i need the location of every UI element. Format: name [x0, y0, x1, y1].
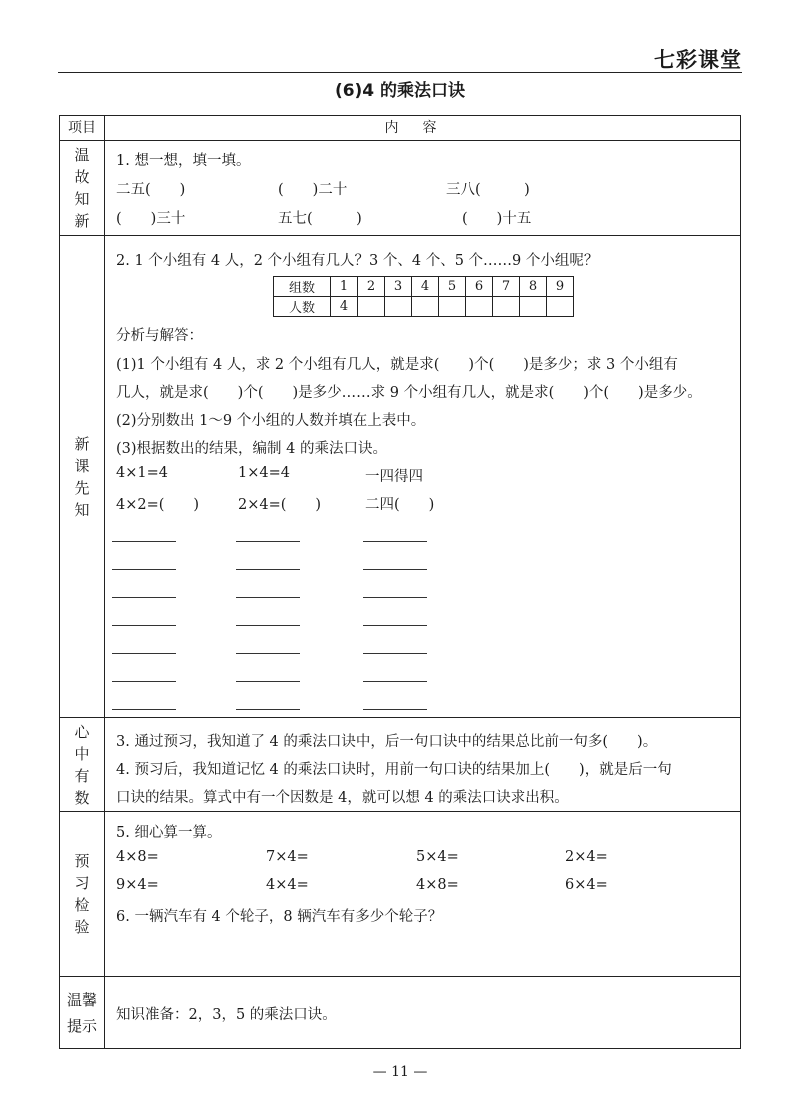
answer-blank-line[interactable]: [363, 597, 427, 598]
question-6: 6. 一辆汽车有 4 个轮子，8 辆汽车有多少个轮子？: [116, 909, 443, 925]
analysis-line: (3)根据数出的结果，编制 4 的乘法口诀。: [116, 441, 387, 457]
calc-item[interactable]: 4×4=: [266, 877, 309, 893]
answer-blank-line[interactable]: [112, 681, 176, 682]
table-cell[interactable]: [412, 297, 439, 317]
section-label-insight: 心 中 有 数: [74, 722, 90, 807]
question-2: 2. 1 个小组有 4 人，2 个小组有几人？3 个、4 个、5 个……9 个小组呢？: [116, 253, 599, 269]
fill-item[interactable]: ( )三十: [116, 211, 186, 227]
fill-item[interactable]: ( )十五: [462, 211, 532, 227]
multiplication-rhyme: 一四得四: [365, 469, 423, 485]
table-cell[interactable]: [439, 297, 466, 317]
answer-blank-line[interactable]: [236, 597, 300, 598]
section-label-preview: 新 课 先 知: [74, 434, 90, 519]
fill-item[interactable]: 五七( ): [278, 211, 362, 227]
tip-text: 知识准备：2，3，5 的乘法口诀。: [116, 1007, 337, 1023]
row-divider: [60, 811, 740, 812]
answer-blank-line[interactable]: [112, 597, 176, 598]
calc-item[interactable]: 7×4=: [266, 849, 309, 865]
answer-blank-line[interactable]: [363, 625, 427, 626]
fill-item[interactable]: 二五( ): [116, 182, 186, 198]
page-title: (6)4 的乘法口诀: [334, 81, 466, 101]
row-divider: [60, 717, 740, 718]
analysis-line: 几人，就是求( )个( )是多少……求 9 个小组有几人，就是求( )个( )是多少。: [116, 385, 702, 401]
answer-blank-line[interactable]: [363, 569, 427, 570]
page-number: — 11 —: [372, 1064, 428, 1080]
calc-item[interactable]: 2×4=: [565, 849, 608, 865]
question-4-cont: 口诀的结果。算式中有一个因数是 4，就可以想 4 的乘法口诀求出积。: [116, 790, 569, 806]
table-cell[interactable]: [520, 297, 547, 317]
table-cell: 8: [520, 277, 547, 297]
table-cell: 6: [466, 277, 493, 297]
table-cell: 9: [547, 277, 574, 297]
answer-blank-line[interactable]: [363, 541, 427, 542]
fill-item[interactable]: 三八( ): [446, 182, 530, 198]
answer-blank-line[interactable]: [236, 541, 300, 542]
header-rule: [58, 72, 742, 73]
row-divider: [60, 140, 740, 141]
table-cell[interactable]: 4: [331, 297, 358, 317]
equation[interactable]: 2×4=( ): [238, 497, 322, 513]
brand-logo: 七彩课堂: [654, 48, 742, 72]
header-content: 内容: [384, 120, 461, 136]
answer-blank-line[interactable]: [236, 625, 300, 626]
table-cell[interactable]: [547, 297, 574, 317]
analysis-line: (1)1 个小组有 4 人，求 2 个小组有几人，就是求( )个( )是多少；求 3 个小组有: [116, 357, 678, 373]
group-count-table: [273, 276, 574, 317]
equation: 1×4=4: [238, 465, 290, 481]
answer-blank-line[interactable]: [236, 569, 300, 570]
answer-blank-line[interactable]: [363, 709, 427, 710]
answer-blank-line[interactable]: [112, 569, 176, 570]
row-header: 人数: [274, 297, 331, 317]
calc-item[interactable]: 4×8=: [416, 877, 459, 893]
calc-item[interactable]: 6×4=: [565, 877, 608, 893]
calc-item[interactable]: 9×4=: [116, 877, 159, 893]
fill-item[interactable]: ( )二十: [278, 182, 348, 198]
answer-blank-line[interactable]: [363, 681, 427, 682]
analysis-heading: 分析与解答：: [116, 328, 203, 344]
table-cell[interactable]: [466, 297, 493, 317]
column-divider: [104, 116, 105, 1048]
header-item: 项目: [68, 120, 96, 136]
table-cell: 7: [493, 277, 520, 297]
equation[interactable]: 4×2=( ): [116, 497, 200, 513]
row-divider: [60, 976, 740, 977]
question-3: 3. 通过预习，我知道了 4 的乘法口诀中，后一句口诀中的结果总比前一句多( )。: [116, 734, 658, 750]
answer-blank-line[interactable]: [236, 709, 300, 710]
table-cell: 5: [439, 277, 466, 297]
table-cell: 3: [385, 277, 412, 297]
answer-blank-line[interactable]: [112, 709, 176, 710]
question-5: 5. 细心算一算。: [116, 825, 222, 841]
section-label-tips: 温馨 提示: [66, 990, 97, 1035]
question-1: 1. 想一想，填一填。: [116, 153, 251, 169]
worksheet-table: [59, 115, 741, 1049]
table-cell: 1: [331, 277, 358, 297]
row-divider: [60, 235, 740, 236]
table-cell[interactable]: [493, 297, 520, 317]
section-label-check: 预 习 检 验: [74, 852, 90, 936]
answer-blank-line[interactable]: [112, 625, 176, 626]
table-cell: 2: [358, 277, 385, 297]
multiplication-rhyme[interactable]: 二四( ): [365, 497, 435, 513]
table-cell: 4: [412, 277, 439, 297]
equation: 4×1=4: [116, 465, 168, 481]
calc-item[interactable]: 5×4=: [416, 849, 459, 865]
table-cell[interactable]: [385, 297, 412, 317]
question-4: 4. 预习后，我知道记忆 4 的乘法口诀时，用前一句口诀的结果加上( )，就是后一句: [116, 762, 672, 778]
calc-item[interactable]: 4×8=: [116, 849, 159, 865]
answer-blank-line[interactable]: [236, 681, 300, 682]
answer-blank-line[interactable]: [112, 541, 176, 542]
answer-blank-line[interactable]: [112, 653, 176, 654]
section-label-review: 温 故 知 新: [74, 146, 90, 230]
table-cell[interactable]: [358, 297, 385, 317]
analysis-line: (2)分别数出 1～9 个小组的人数并填在上表中。: [116, 413, 426, 429]
answer-blank-line[interactable]: [363, 653, 427, 654]
answer-blank-line[interactable]: [236, 653, 300, 654]
row-header: 组数: [274, 277, 331, 297]
